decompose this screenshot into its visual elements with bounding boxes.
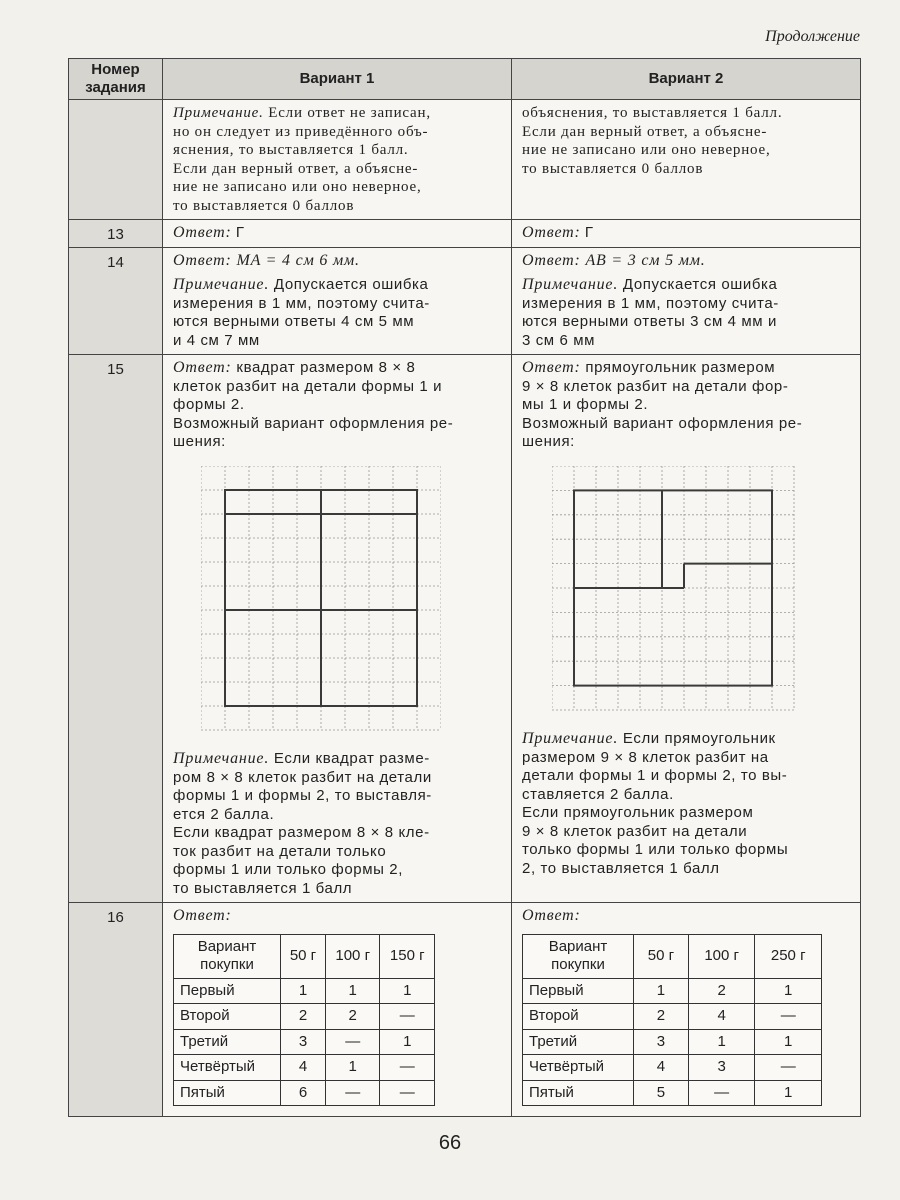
task-number: 16 [69, 903, 163, 1117]
note-line: Допускается ошибка [273, 276, 429, 293]
purchase-cell: 1 [755, 978, 822, 1004]
purchase-cell: 3 [688, 1055, 755, 1081]
purchase-cell: Третий [174, 1029, 281, 1055]
purchase-cell: — [325, 1029, 380, 1055]
task-number: 14 [69, 247, 163, 355]
answer-line: Возможный вариант оформления ре- [173, 414, 454, 432]
table-row-12-continued [69, 100, 861, 220]
purchase-cell: Третий [523, 1029, 634, 1055]
purchase-header: 100 г [688, 934, 755, 978]
purchase-cell: Первый [523, 978, 634, 1004]
purchase-cell: — [325, 1080, 380, 1106]
answer-value: Г [584, 224, 593, 241]
purchase-row [174, 1055, 435, 1081]
answer-label: Ответ: [522, 224, 581, 241]
note-line: яснения, то выставляется 1 балл. [173, 142, 409, 158]
note-line: то выставляется 0 баллов [173, 197, 355, 214]
answer-line: прямоугольник размером [585, 359, 776, 376]
square-grid-drawing [201, 466, 501, 737]
task-number-empty [69, 100, 163, 220]
table-row-15 [69, 355, 861, 903]
purchase-cell: Второй [523, 1004, 634, 1030]
purchase-header: 150 г [380, 934, 435, 978]
v2-answer-16 [512, 903, 861, 1117]
answer-label: Ответ: [173, 224, 232, 241]
note-label: Примечание. [522, 276, 619, 293]
answer-line: Возможный вариант оформления ре- [522, 414, 803, 432]
purchase-cell: 1 [380, 978, 435, 1004]
answer-line: шения: [522, 433, 575, 450]
purchase-cell: 5 [634, 1080, 689, 1106]
answer-line: шения: [173, 433, 226, 450]
note-line: Если квадрат разме- [273, 750, 430, 767]
purchase-cell: Пятый [174, 1080, 281, 1106]
note-line: ется 2 балла. [173, 805, 275, 823]
purchase-row [523, 978, 822, 1004]
v2-answer-15 [512, 355, 861, 903]
purchase-cell: 2 [688, 978, 755, 1004]
answer-line: клеток разбит на детали формы 1 и [173, 377, 443, 395]
note-line: объяснения, то выставляется 1 балл. [522, 105, 783, 121]
purchase-cell: Пятый [523, 1080, 634, 1106]
purchase-cell: 2 [325, 1004, 380, 1030]
note-line: Если прямоугольник [622, 730, 776, 747]
purchase-cell: 3 [634, 1029, 689, 1055]
purchase-row [523, 1055, 822, 1081]
purchase-header: 250 г [755, 934, 822, 978]
purchase-cell: 4 [281, 1055, 326, 1081]
note-line: ются верными ответы 4 см 5 мм [173, 313, 415, 330]
answer-value: AB = 3 см 5 мм. [585, 251, 706, 269]
purchase-header-row [523, 934, 822, 978]
v2-answer-14 [512, 247, 861, 355]
answer-label: Ответ: [173, 359, 232, 376]
note-line: Если дан верный ответ, а объясне- [522, 123, 768, 140]
note-line: детали формы 1 и формы 2, то вы- [522, 767, 788, 784]
note-line: ются верными ответы 3 см 4 мм и [522, 313, 777, 330]
note-line: измерения в 1 мм, поэтому счита- [522, 294, 779, 312]
v1-answer-14 [163, 247, 512, 355]
purchase-row [174, 978, 435, 1004]
note-line: Если квадрат размером 8 × 8 кле- [173, 824, 430, 841]
purchase-header: 50 г [281, 934, 326, 978]
answer-label: Ответ: [173, 907, 232, 924]
purchase-cell: Четвёртый [174, 1055, 281, 1081]
column-header-variant-2: Вариант 2 [512, 59, 861, 100]
task-number: 15 [69, 355, 163, 903]
purchase-table-v1 [173, 934, 435, 1107]
note-line: ром 8 × 8 клеток разбит на детали [173, 768, 432, 786]
note-line: то выставляется 0 баллов [522, 160, 704, 177]
note-line: измерения в 1 мм, поэтому счита- [173, 294, 430, 312]
note-line: и 4 см 7 мм [173, 331, 260, 349]
answer-value: Г [235, 224, 244, 241]
purchase-header-row [174, 934, 435, 978]
purchase-cell: 1 [755, 1029, 822, 1055]
note-line: ние не записано или оно неверное, [173, 179, 422, 195]
note-line: 2, то выставляется 1 балл [522, 859, 720, 877]
purchase-cell: — [380, 1055, 435, 1081]
purchase-cell: 1 [325, 1055, 380, 1081]
purchase-cell: 2 [634, 1004, 689, 1030]
purchase-cell: 4 [634, 1055, 689, 1081]
v2-answer-13 [512, 220, 861, 248]
purchase-row [523, 1029, 822, 1055]
column-header-number: Номер задания [69, 59, 163, 100]
purchase-header: Вариант покупки [174, 934, 281, 978]
note-line: только формы 1 или только формы [522, 841, 789, 858]
purchase-cell: 1 [634, 978, 689, 1004]
purchase-cell: Первый [174, 978, 281, 1004]
table-row-16 [69, 903, 861, 1117]
table-row-14 [69, 247, 861, 355]
rectangle-grid-drawing [552, 466, 850, 717]
column-header-variant-1: Вариант 1 [163, 59, 512, 100]
answer-line: 9 × 8 клеток разбит на детали фор- [522, 377, 789, 395]
table-row-13 [69, 220, 861, 248]
purchase-cell: — [688, 1080, 755, 1106]
continuation-label: Продолжение [765, 28, 860, 45]
purchase-header: Вариант покупки [523, 934, 634, 978]
answer-table [68, 58, 861, 1117]
purchase-row [174, 1004, 435, 1030]
purchase-cell: 6 [281, 1080, 326, 1106]
purchase-header: 100 г [325, 934, 380, 978]
purchase-cell: 1 [380, 1029, 435, 1055]
purchase-row [523, 1004, 822, 1030]
purchase-cell: 1 [688, 1029, 755, 1055]
note-line: Если ответ не записан, [268, 105, 431, 121]
purchase-cell: 3 [281, 1029, 326, 1055]
v1-answer-13 [163, 220, 512, 248]
v1-note-12 [163, 100, 512, 220]
purchase-row [523, 1080, 822, 1106]
purchase-cell: — [380, 1080, 435, 1106]
note-line: то выставляется 1 балл [173, 879, 353, 897]
purchase-cell: — [755, 1055, 822, 1081]
answer-label: Ответ: [522, 251, 581, 269]
note-line: 9 × 8 клеток разбит на детали [522, 822, 748, 840]
answer-value: MA = 4 см 6 мм. [236, 251, 360, 269]
note-line: ние не записано или оно неверное, [522, 142, 771, 158]
note-line: ставляется 2 балла. [522, 785, 674, 803]
answer-label: Ответ: [173, 251, 232, 269]
note-line: формы 1 или только формы 2, [173, 861, 403, 878]
answer-line: формы 2. [173, 396, 245, 413]
note-line: 3 см 6 мм [522, 331, 596, 349]
v1-answer-16 [163, 903, 512, 1117]
purchase-table-v2 [522, 934, 822, 1107]
page-number: 66 [438, 1132, 462, 1154]
note-line: размером 9 × 8 клеток разбит на [522, 748, 769, 766]
answer-label: Ответ: [522, 907, 581, 924]
answer-line: мы 1 и формы 2. [522, 396, 649, 413]
note-label: Примечание. [173, 276, 270, 293]
purchase-cell: 1 [755, 1080, 822, 1106]
purchase-header: 50 г [634, 934, 689, 978]
purchase-cell: 1 [281, 978, 326, 1004]
answer-label: Ответ: [522, 359, 581, 376]
note-line: формы 1 и формы 2, то выставля- [173, 787, 432, 804]
header-row [69, 59, 861, 100]
purchase-row [174, 1029, 435, 1055]
purchase-cell: Четвёртый [523, 1055, 634, 1081]
note-line: Если дан верный ответ, а объясне- [173, 160, 419, 177]
purchase-cell: 1 [325, 978, 380, 1004]
v2-note-12 [512, 100, 861, 220]
purchase-cell: — [755, 1004, 822, 1030]
purchase-cell: Второй [174, 1004, 281, 1030]
task-number: 13 [69, 220, 163, 248]
note-label: Примечание. [522, 730, 619, 747]
note-line: ток разбит на детали только [173, 842, 387, 860]
purchase-cell: 4 [688, 1004, 755, 1030]
v1-answer-15 [163, 355, 512, 903]
purchase-row [174, 1080, 435, 1106]
note-label: Примечание. [173, 750, 270, 767]
purchase-cell: 2 [281, 1004, 326, 1030]
note-line: Допускается ошибка [622, 276, 778, 293]
purchase-cell: — [380, 1004, 435, 1030]
note-line: но он следует из приведённого объ- [173, 123, 429, 140]
note-line: Если прямоугольник размером [522, 804, 754, 821]
answer-line: квадрат размером 8 × 8 [236, 359, 416, 376]
note-label: Примечание. [173, 105, 264, 121]
